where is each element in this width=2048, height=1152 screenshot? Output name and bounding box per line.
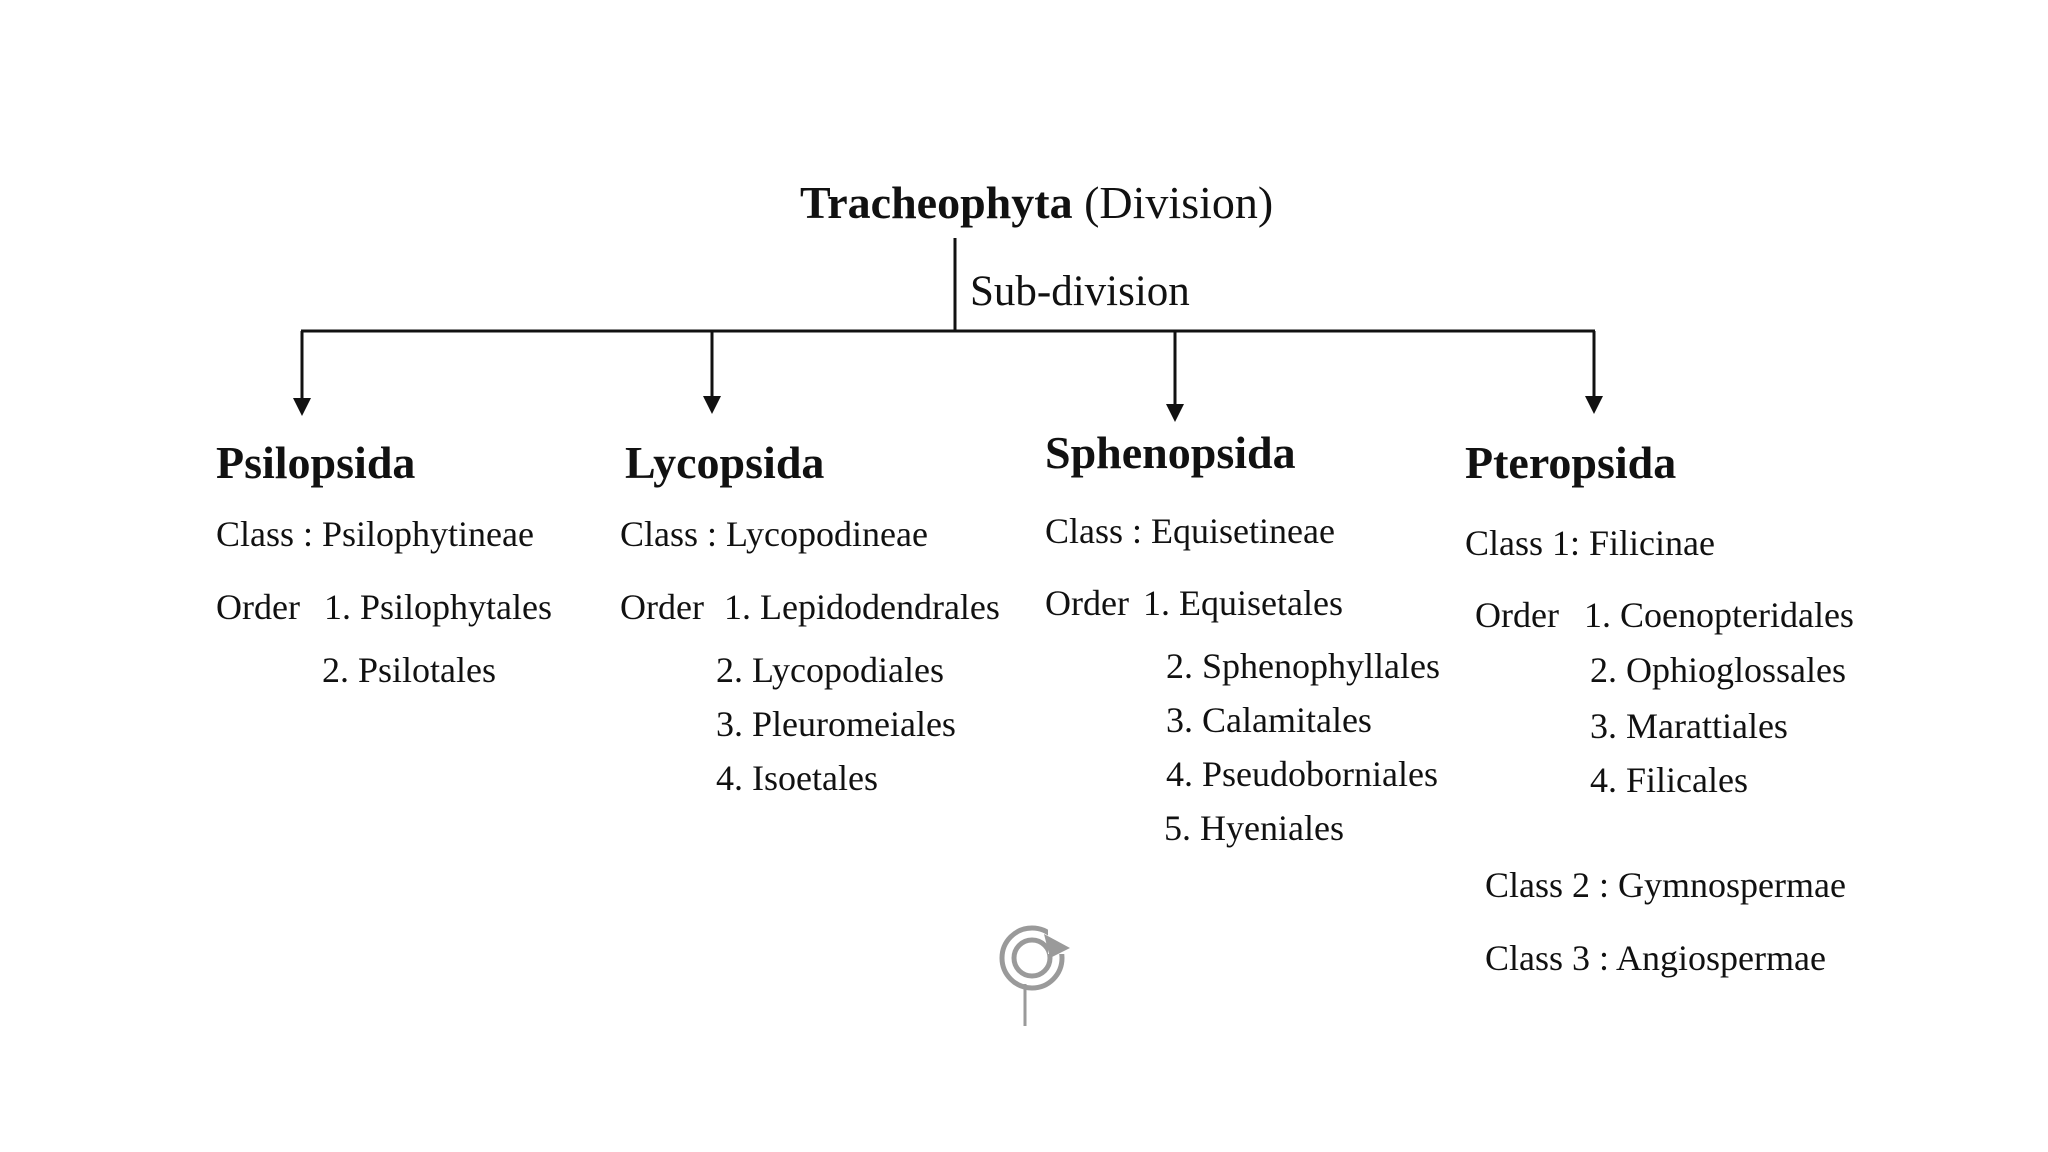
- subdivision-lycopsida: Lycopsida: [625, 437, 825, 488]
- refresh-watermark-icon: [992, 918, 1076, 1030]
- order-label-lycopsida: Order: [620, 587, 704, 627]
- order-psilopsida-2: 2. Psilotales: [322, 650, 497, 690]
- order-label-pteropsida: Order: [1475, 595, 1559, 635]
- order-sphenopsida-1: 1. Equisetales: [1143, 583, 1343, 623]
- order-pteropsida-1: 1. Coenopteridales: [1584, 595, 1854, 635]
- order-lycopsida-1: 1. Lepidodendrales: [724, 587, 1000, 627]
- order-psilopsida-1: 1. Psilophytales: [324, 587, 553, 627]
- order-pteropsida-2: 2. Ophioglossales: [1590, 650, 1846, 690]
- subdivision-pteropsida: Pteropsida: [1465, 437, 1677, 488]
- class-lycopsida: Class : Lycopodineae: [620, 514, 928, 554]
- order-sphenopsida-5: 5. Hyeniales: [1164, 808, 1344, 848]
- arrow-psilopsida: [293, 398, 311, 416]
- order-sphenopsida-4: 4. Pseudoborniales: [1166, 754, 1438, 794]
- order-sphenopsida-3: 3. Calamitales: [1166, 700, 1372, 740]
- order-lycopsida-2: 2. Lycopodiales: [716, 650, 944, 690]
- order-label-psilopsida: Order: [216, 587, 300, 627]
- order-lycopsida-4: 4. Isoetales: [716, 758, 878, 798]
- class-pteropsida-1: Class 1: Filicinae: [1465, 523, 1715, 563]
- root-rank: (Division): [1084, 177, 1274, 228]
- class-pteropsida-3: Class 3 : Angiospermae: [1485, 938, 1826, 978]
- class-pteropsida-2: Class 2 : Gymnospermae: [1485, 865, 1846, 905]
- root-title: [800, 177, 1274, 228]
- order-pteropsida-4: 4. Filicales: [1590, 760, 1748, 800]
- root-name: Tracheophyta: [800, 177, 1073, 228]
- arrow-lycopsida: [703, 396, 721, 414]
- order-sphenopsida-2: 2. Sphenophyllales: [1166, 646, 1440, 686]
- order-pteropsida-3: 3. Marattiales: [1590, 706, 1788, 746]
- order-label-sphenopsida: Order: [1045, 583, 1129, 623]
- class-psilopsida: Class : Psilophytineae: [216, 514, 534, 554]
- subdivision-label: Sub-division: [970, 268, 1190, 315]
- subdivision-psilopsida: Psilopsida: [216, 437, 416, 488]
- class-sphenopsida: Class : Equisetineae: [1045, 511, 1335, 551]
- arrow-pteropsida: [1585, 396, 1603, 414]
- arrow-sphenopsida: [1166, 404, 1184, 422]
- order-lycopsida-3: 3. Pleuromeiales: [716, 704, 956, 744]
- subdivision-sphenopsida: Sphenopsida: [1045, 427, 1296, 478]
